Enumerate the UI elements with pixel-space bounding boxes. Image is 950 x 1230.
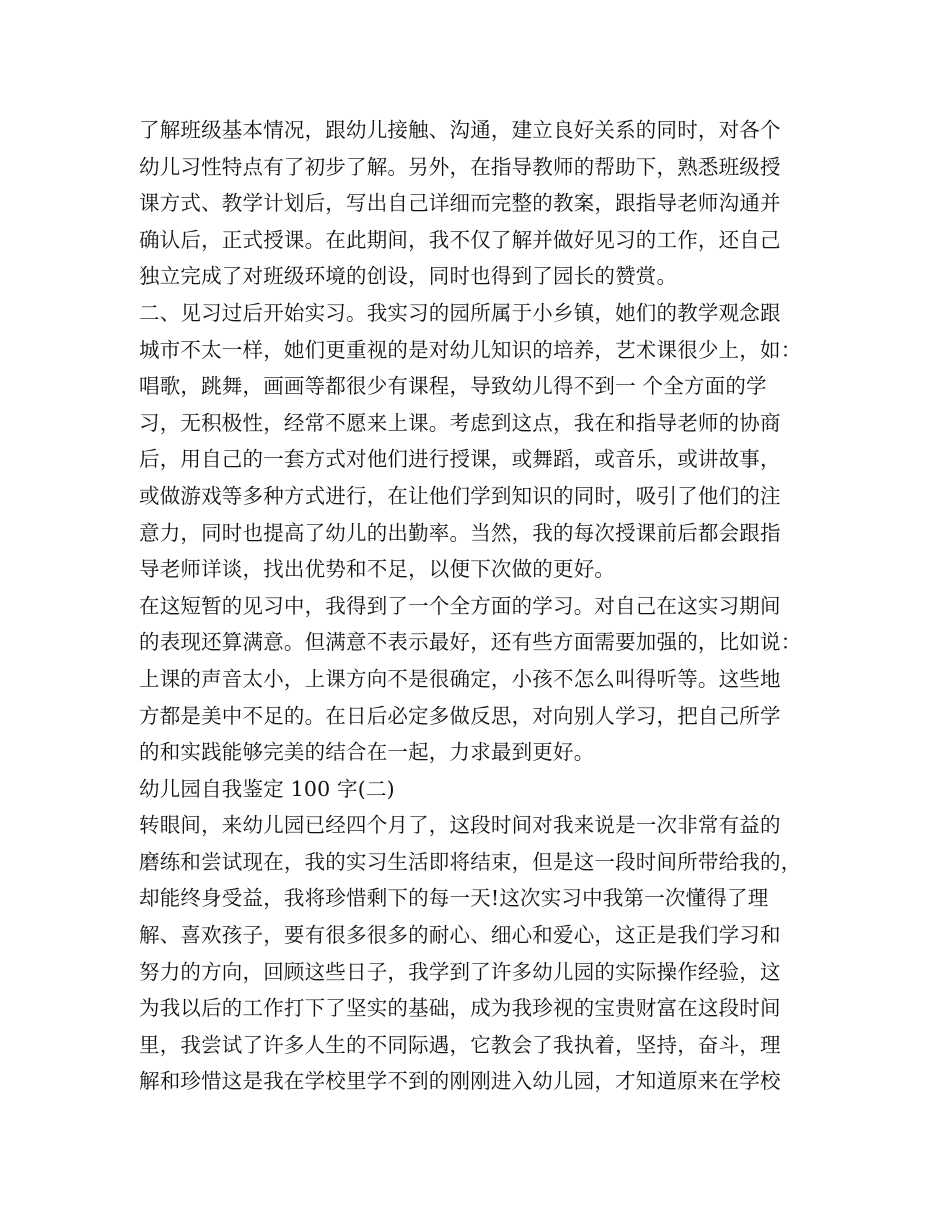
- section-heading: 幼儿园自我鉴定 100 字(二): [139, 776, 395, 801]
- section-two-line: 二、见习过后开始实习。我实习的园所属于小乡镇，她们的教学观念跟: [139, 300, 781, 325]
- text-line: 为我以后的工作打下了坚实的基础，成为我珍视的宝贵财富在这段时间: [139, 996, 781, 1021]
- text-line: 里，我尝试了许多人生的不同际遇，它教会了我执着，坚持，奋斗，理: [139, 1032, 781, 1057]
- document-body: [139, 112, 819, 1100]
- text-line: 上课的声音太小，上课方向不是很确定，小孩不怎么叫得听等。这些地: [139, 666, 781, 691]
- text-line: 或做游戏等多种方式进行，在让他们学到知识的同时，吸引了他们的注: [139, 483, 781, 508]
- text-line: 独立完成了对班级环境的创设，同时也得到了园长的赞赏。: [139, 264, 678, 289]
- text-line: 确认后，正式授课。在此期间，我不仅了解并做好见习的工作，还自己: [139, 227, 781, 252]
- text-line: 转眼间，来幼儿园已经四个月了，这段时间对我来说是一次非常有益的: [139, 813, 781, 838]
- text-line: 磨练和尝试现在，我的实习生活即将结束，但是这一段时间所带给我的，: [139, 849, 802, 874]
- text-line: 意力，同时也提高了幼儿的出勤率。当然，我的每次授课前后都会跟指: [139, 520, 781, 545]
- text-line: 课方式、教学计划后，写出自己详细而完整的教案，跟指导老师沟通并: [139, 191, 781, 216]
- text-line: 的表现还算满意。但满意不表示最好，还有些方面需要加强的，比如说：: [139, 630, 802, 655]
- text-line: 城市不太一样，她们更重视的是对幼儿知识的培养，艺术课很少上，如：: [139, 337, 802, 362]
- text-line: 在这短暂的见习中，我得到了一个全方面的学习。对自己在这实习期间: [139, 593, 781, 618]
- text-line: 解、喜欢孩子，要有很多很多的耐心、细心和爱心，这正是我们学习和: [139, 923, 781, 948]
- text-line: 导老师详谈，找出优势和不足，以便下次做的更好。: [139, 557, 616, 582]
- text-line: 的和实践能够完美的结合在一起，力求最到更好。: [139, 740, 595, 765]
- text-line: 方都是美中不足的。在日后必定多做反思，对向别人学习，把自己所学: [139, 703, 781, 728]
- text-line: 解和珍惜这是我在学校里学不到的刚刚进入幼儿园，才知道原来在学校: [139, 1069, 781, 1094]
- text-line: 唱歌，跳舞，画画等都很少有课程，导致幼儿得不到一 个全方面的学: [139, 374, 767, 399]
- text-line: 努力的方向，回顾这些日子，我学到了许多幼儿园的实际操作经验，这: [139, 959, 781, 984]
- text-line: 习，无积极性，经常不愿来上课。考虑到这点，我在和指导老师的协商: [139, 410, 781, 435]
- text-line: 后，用自己的一套方式对他们进行授课，或舞蹈，或音乐，或讲故事，: [139, 447, 781, 472]
- text-line: 了解班级基本情况，跟幼儿接触、沟通，建立良好关系的同时，对各个: [139, 118, 781, 142]
- text-line: 却能终身受益，我将珍惜剩下的每一天!这次实习中我第一次懂得了理: [139, 886, 769, 911]
- text-line: 幼儿习性特点有了初步了解。另外，在指导教师的帮助下，熟悉班级授: [139, 154, 781, 179]
